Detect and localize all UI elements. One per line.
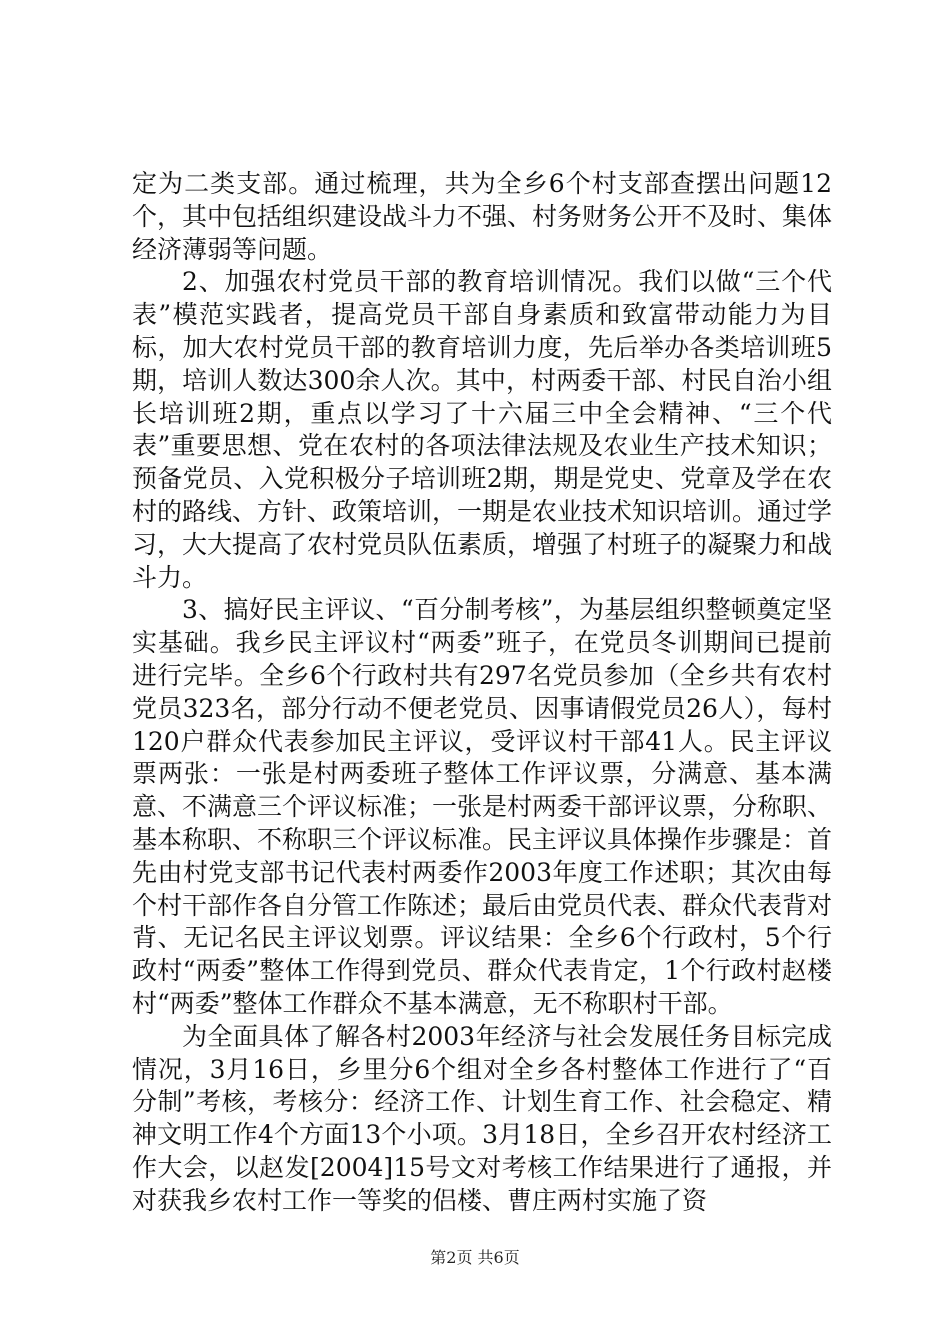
paragraph-continuation: 定为二类支部。通过梳理，共为全乡6个村支部查摆出问题12个，其中包括组织建设战斗力不强、村务财务公开不及时、集体经济薄弱等问题。 <box>132 169 833 264</box>
paragraph-democratic-review: 3、搞好民主评议、“百分制考核”，为基层组织整顿奠定坚实基础。我乡民主评议村“两委”班子，在党员冬训期间已提前进行完毕。全乡6个行政村共有297名党员参加（全乡共有农村党员323名，部分行动不便老党员、因事请假党员26人），每村120户群众代表参加民主评议，受评议村干部41人。民主评议票两张：一张是村两委班子整体工作评议票，分满意、基本满意、不满意三个评议标准；一张是村两委干部评议票，分称职、基本称职、不称职三个评议标准。民主评议具体操作步骤是：首先由村党支部书记代表村两委作2003年度工作述职；其次由每个村干部作各自分管工作陈述；最后由党员代表、群众代表背对背、无记名民主评议划票。评议结果：全乡6个行政村，5个行政村“两委”整体工作得到党员、群众代表肯定，1个行政村赵楼村“两委”整体工作群众不基本满意，无不称职村干部。 <box>132 595 833 1018</box>
page-footer: 第2页 共6页 <box>430 1248 520 1267</box>
document-body <box>132 168 832 1218</box>
paragraph-percentage-assessment: 为全面具体了解各村2003年经济与社会发展任务目标完成情况，3月16日，乡里分6个组对全乡各村整体工作进行了“百分制”考核，考核分：经济工作、计划生育工作、社会稳定、精神文明工作4个方面13个小项。3月18日，全乡召开农村经济工作大会，以赵发[2004]15号文对考核工作结果进行了通报，并对获我乡农村工作一等奖的侣楼、曹庄两村实施了资 <box>132 1021 832 1215</box>
paragraph-party-training: 2、加强农村党员干部的教育培训情况。我们以做“三个代表”模范实践者，提高党员干部自身素质和致富带动能力为目标，加大农村党员干部的教育培训力度，先后举办各类培训班5期，培训人数达300余人次。其中，村两委干部、村民自治小组长培训班2期，重点以学习了十六届三中全会精神、“三个代表”重要思想、党在农村的各项法律法规及农业生产技术知识；预备党员、入党积极分子培训班2期，期是党史、党章及学在农村的路线、方针、政策培训，一期是农业技术知识培训。通过学习，大大提高了农村党员队伍素质，增强了村班子的凝聚力和战斗力。 <box>132 267 833 592</box>
